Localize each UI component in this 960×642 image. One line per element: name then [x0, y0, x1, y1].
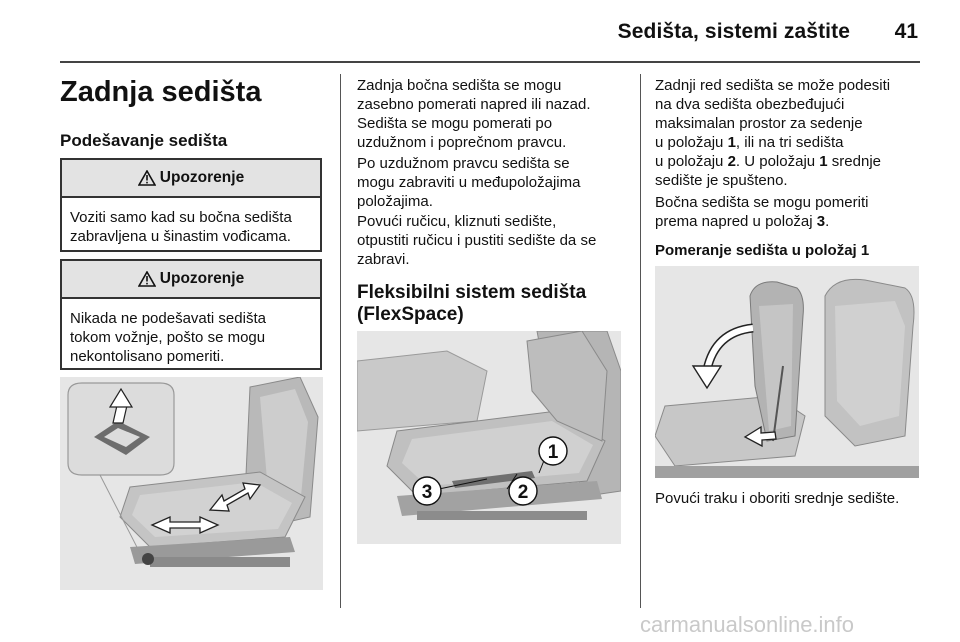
warning-title: Upozorenje: [159, 270, 245, 287]
text-run: , ili na tri sedišta: [735, 134, 844, 151]
text-line: Povući ručicu, kliznuti sedište,: [357, 213, 557, 230]
seat-adjustment-illustration: [60, 377, 323, 590]
text-run: prema napred u položaj: [655, 213, 817, 230]
position-number: 2: [727, 153, 736, 170]
text-run: .: [825, 213, 830, 230]
watermark: carmanualsonline.info: [640, 612, 855, 637]
text-line: [655, 212, 868, 231]
position-number: 3: [816, 213, 826, 230]
svg-text:3: 3: [421, 482, 433, 503]
text-line: Zadnji red sedišta se može podesiti: [655, 77, 891, 94]
fold-middle-seat-illustration: [655, 266, 919, 478]
text-line: zabravi.: [357, 251, 410, 268]
text-line: Bočna sedišta se mogu pomeriti: [655, 194, 869, 211]
callout-2: [509, 477, 537, 505]
warning-title: Upozorenje: [159, 169, 245, 186]
callout-1: [539, 437, 567, 465]
subsection-heading: Pomeranje sedišta u položaj 1: [655, 242, 870, 259]
page-heading: Zadnja sedišta: [60, 76, 262, 108]
text-line: tokom vožnje, pošto se mogu: [70, 329, 266, 346]
page-number: 41: [894, 20, 918, 43]
warning-triangle-icon: [138, 170, 156, 186]
paragraph: [357, 154, 580, 211]
text-run: u položaju: [655, 134, 728, 151]
warning-box: [60, 158, 322, 252]
column-divider: [640, 74, 641, 608]
text-line: sedište je spušteno.: [655, 172, 788, 189]
text-line: Po uzdužnom pravcu sedišta se: [357, 155, 570, 172]
flexspace-illustration: [357, 331, 621, 544]
text-run: u položaju: [655, 153, 728, 170]
text-line: nekontolisano pomeriti.: [70, 348, 225, 365]
text-line: Sedišta se mogu pomerati po: [357, 115, 553, 132]
heading-line: (FlexSpace): [357, 304, 464, 325]
svg-text:2: 2: [517, 482, 529, 503]
warning-text: [62, 299, 320, 376]
text-line: [655, 152, 890, 171]
text-line: maksimalan prostor za sedenje: [655, 115, 863, 132]
paragraph: [357, 212, 596, 269]
text-line: položajima.: [357, 193, 433, 210]
warning-box: [60, 259, 322, 370]
text-line: uzdužnom i poprečnom pravcu.: [357, 134, 567, 151]
text-line: Zadnja bočna sedišta se mogu: [357, 77, 562, 94]
svg-text:1: 1: [547, 442, 559, 463]
figure-caption: Povući traku i oboriti srednje sedište.: [655, 490, 900, 507]
text-line: Voziti samo kad su bočna sedišta: [70, 209, 292, 226]
warning-header: [62, 160, 320, 198]
section-subheading: Podešavanje sedišta: [60, 131, 228, 150]
heading-line: Fleksibilni sistem sedišta: [357, 282, 587, 303]
paragraph: [655, 193, 868, 231]
text-run: . U položaju: [735, 153, 820, 170]
warning-triangle-icon: [138, 271, 156, 287]
text-line: zabravljena u šinastim vođicama.: [70, 228, 291, 245]
callout-3: [413, 477, 441, 505]
text-line: zasebno pomerati napred ili nazad.: [357, 96, 591, 113]
text-line: [655, 133, 890, 152]
text-line: na dva sedišta obezbeđujući: [655, 96, 845, 113]
text-line: otpustiti ručicu i pustiti sedište da se: [357, 232, 597, 249]
text-line: Nikada ne podešavati sedišta: [70, 310, 266, 327]
position-number: 1: [727, 134, 736, 151]
warning-text: [62, 198, 320, 256]
section-title: Sedišta, sistemi zaštite: [617, 20, 850, 43]
paragraph: [655, 76, 890, 190]
warning-header: [62, 261, 320, 299]
header-rule: [60, 61, 920, 63]
section-heading: [357, 282, 586, 326]
position-number: 1: [819, 153, 828, 170]
column-divider: [340, 74, 341, 608]
text-line: mogu zabraviti u međupoložajima: [357, 174, 581, 191]
paragraph: [357, 76, 590, 152]
text-run: srednje: [827, 153, 882, 170]
